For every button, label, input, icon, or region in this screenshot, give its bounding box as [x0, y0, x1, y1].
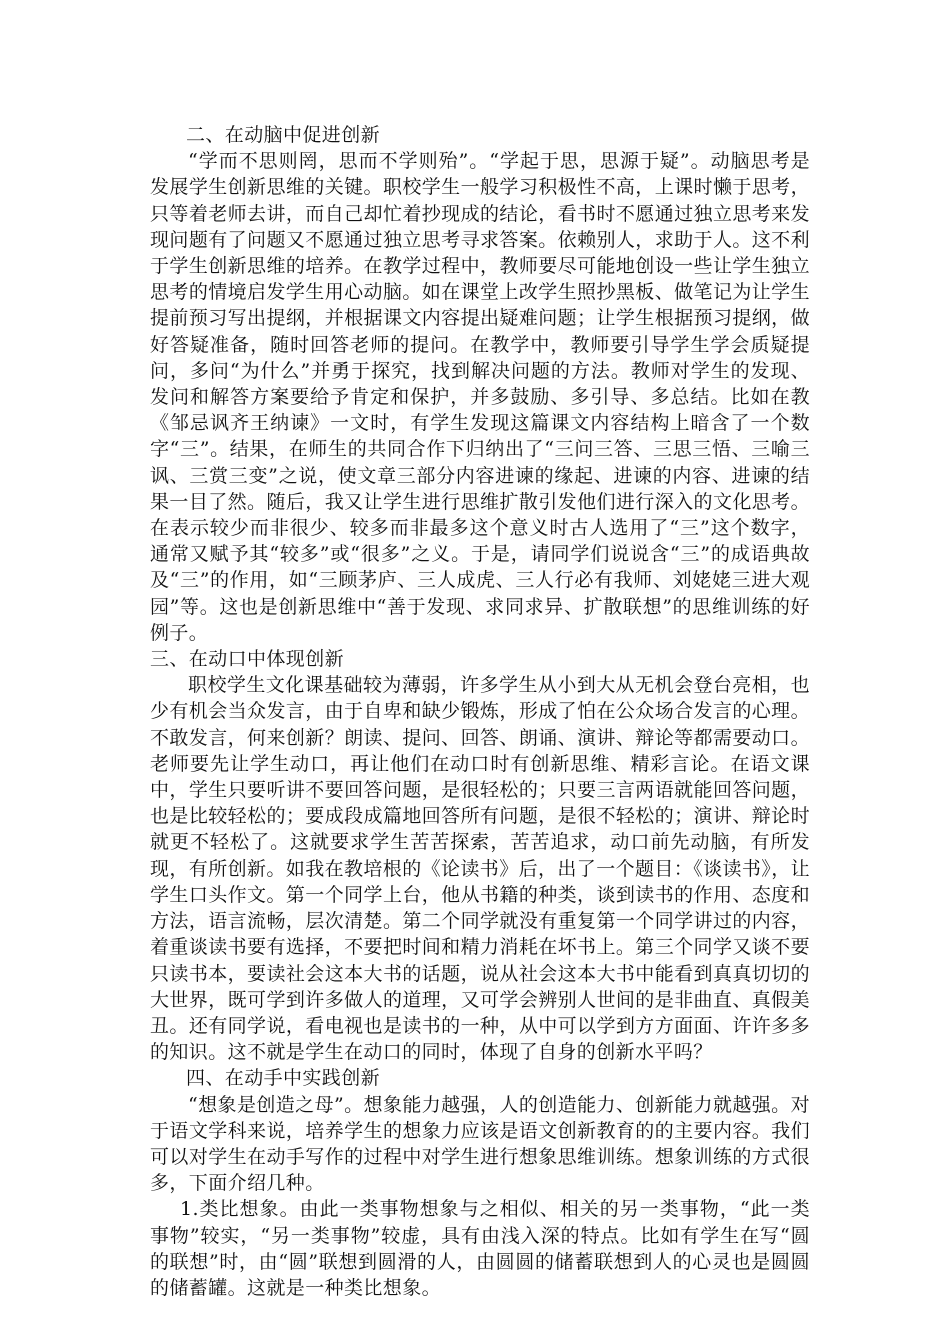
paragraph-section-3: 职校学生文化课基础较为薄弱，许多学生从小到大从无机会登台亮相，也少有机会当众发言，由于自卑和缺少锻炼，形成了怕在公众场合发言的心理。不敢发言，何来创新？朗读、提问、回答、朗诵、演讲、辩论等都需要动口。老师要先让学生动口，再让他们在动口时有创新思维、精彩言论。在语文课中，学生只要听讲不要回答问题，是很轻松的；只要三言两语就能回答问题，也是比较轻松的；要成段成篇地回答所有问题，是很不轻松的；演讲、辩论时就更不轻松了。这就要求学生苦苦探索，苦苦追求，动口前先动脑，有所发现，有所创新。如我在教培根的《论读书》后，出了一个题目：《谈读书》，让学生口头作文。第一个同学上台，他从书籍的种类，谈到读书的作用、态度和方法，语言流畅，层次清楚。第二个同学就没有重复第一个同学讲过的内容，着重谈读书要有选择，不要把时间和精力消耗在坏书上。第三个同学又谈不要只读书本，要读社会这本大书的话题，说从社会这本大书中能看到真真切切的大世界，既可学到许多做人的道理，又可学会辨别人世间的是非曲直、真假美丑。还有同学说，看电视也是读书的一种，从中可以学到方方面面、许许多多的知识。这不就是学生在动口的同时，体现了自身的创新水平吗？	[150, 674, 811, 1064]
section-heading-4: 四、在动手中实践创新	[186, 1067, 381, 1090]
paragraph-section-2: “学而不思则罔，思而不学则殆”。“学起于思，思源于疑”。动脑思考是发展学生创新思维的关键。职校学生一般学习积极性不高，上课时懒于思考，只等着老师去讲，而自己却忙着抄现成的结论，看书时不愿通过独立思考来发现问题有了问题又不愿通过独立思考寻求答案。依赖别人，求助于人。这不利于学生创新思维的培养。在教学过程中，教师要尽可能地创设一些让学生独立思考的情境启发学生用心动脑。如在课堂上改学生照抄黑板、做笔记为让学生提前预习写出提纲，并根据课文内容提出疑难问题；让学生根据预习提纲，做好答疑准备，随时回答老师的提问。在教学中，教师要引导学生学会质疑提问，多问“为什么”并勇于探究，找到解决问题的方法。教师对学生的发现、发问和解答方案要给予肯定和保护，并多鼓励、多引导、多总结。比如在教《邹忌讽齐王纳谏》一文时，有学生发现这篇课文内容结构上暗含了一个数字“三”。结果，在师生的共同合作下归纳出了“三问三答、三思三悟、三喻三讽、三赏三变”之说，使文章三部分内容进谏的缘起、进谏的内容、进谏的结果一目了然。随后，我又让学生进行思维扩散引发他们进行深入的文化思考。在表示较少而非很少、较多而非最多这个意义时古人选用了“三”这个数字，通常又赋予其“较多”或“很多”之义。于是，请同学们说说含“三”的成语典故及“三”的作用，如“三顾茅庐、三人成虎、三人行必有我师、刘姥姥三进大观园”等。这也是创新思维中“善于发现、求同求异、扩散联想”的思维训练的好例子。	[150, 150, 810, 644]
paragraph-section-4-intro: “想象是创造之母”。想象能力越强，人的创造能力、创新能力就越强。对于语文学科来说，培养学生的想象力应该是语文创新教育的的主要内容。我们可以对学生在动手写作的过程中对学生进行想象思维训练。想象训练的方式很多，下面介绍几种。	[150, 1093, 810, 1195]
document-page	[150, 122, 810, 1301]
section-heading-3: 三、在动口中体现创新	[150, 648, 345, 671]
paragraph-analogy-imagination: 1.类比想象。由此一类事物想象与之相似、相关的另一类事物，“此一类事物”较实，“另一类事物”较虚，具有由浅入深的特点。比如有学生在写“圆的联想”时，由“圆”联想到圆滑的人，由圆圆的储蓄联想到人的心灵也是圆圆的储蓄罐。这就是一种类比想象。	[150, 1198, 810, 1299]
section-heading-2: 二、在动脑中促进创新	[186, 124, 381, 146]
